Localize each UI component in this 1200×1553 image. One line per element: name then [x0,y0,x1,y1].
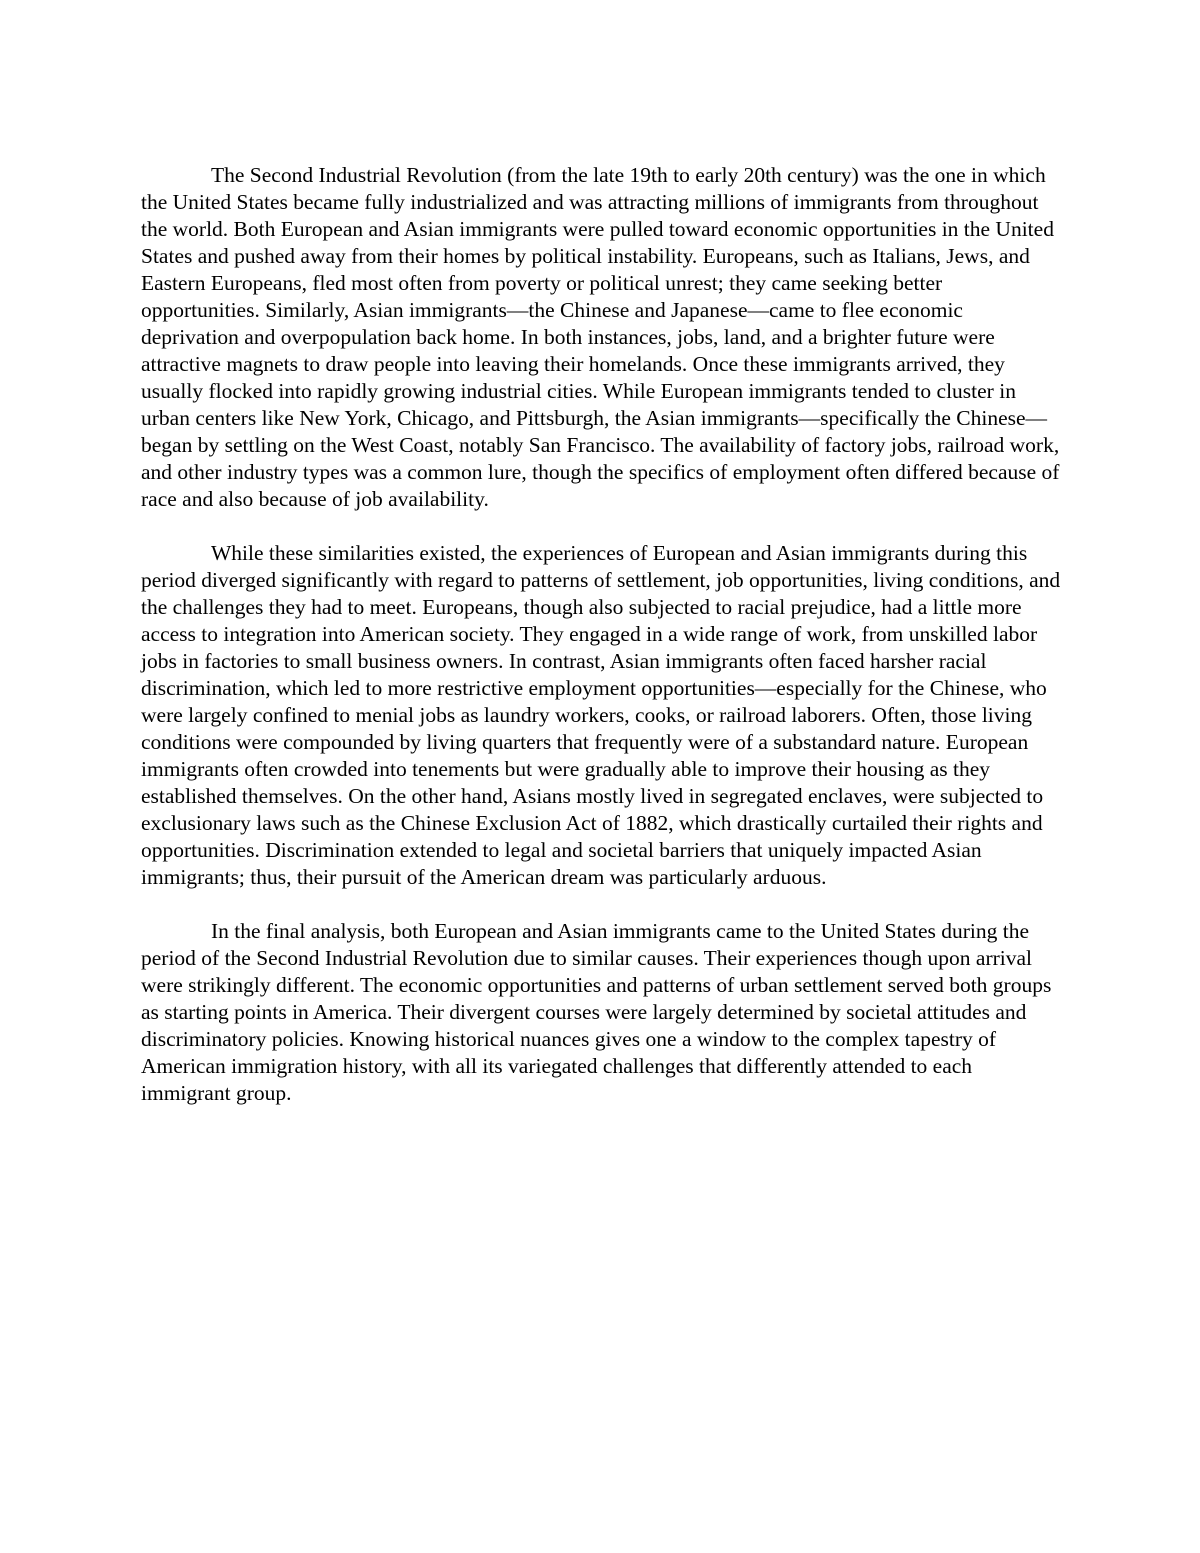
paragraph-3: In the final analysis, both European and Asian immigrants came to the United States during the period of the Second Industrial Revolution due to similar causes. Their experiences though upon arrival were strikingly different. The economic opportunities and patterns of urban settlement served both groups as starting points in America. Their divergent courses were largely determined by societal attitudes and discriminatory policies. Knowing historical nuances gives one a window to the complex tapestry of American immigration history, with all its variegated challenges that differently attended to each immigrant group. [141,919,1052,1105]
essay-body [141,162,1061,1134]
paragraph-1: The Second Industrial Revolution (from the late 19th to early 20th century) was the one in which the United States became fully industrialized and was attracting millions of immigrants from throughout the world. Both European and Asian immigrants were pulled toward economic opportunities in the United States and pushed away from their homes by political instability. Europeans, such as Italians, Jews, and Eastern Europeans, fled most often from poverty or political unrest; they came seeking better opportunities. Similarly, Asian immigrants—the Chinese and Japanese—came to flee economic deprivation and overpopulation back home. In both instances, jobs, land, and a brighter future were attractive magnets to draw people into leaving their homelands. Once these immigrants arrived, they usually flocked into rapidly growing industrial cities. While European immigrants tended to cluster in urban centers like New York, Chicago, and Pittsburgh, the Asian immigrants—specifically the Chinese—began by settling on the West Coast, notably San Francisco. The availability of factory jobs, railroad work, and other industry types was a common lure, though the specifics of employment often differed because of race and also because of job availability. [141,163,1060,511]
paragraph-2: While these similarities existed, the experiences of European and Asian immigrants during this period diverged significantly with regard to patterns of settlement, job opportunities, living conditions, and the challenges they had to meet. Europeans, though also subjected to racial prejudice, had a little more access to integration into American society. They engaged in a wide range of work, from unskilled labor jobs in factories to small business owners. In contrast, Asian immigrants often faced harsher racial discrimination, which led to more restrictive employment opportunities—especially for the Chinese, who were largely confined to menial jobs as laundry workers, cooks, or railroad laborers. Often, those living conditions were compounded by living quarters that frequently were of a substandard nature. European immigrants often crowded into tenements but were gradually able to improve their housing as they established themselves. On the other hand, Asians mostly lived in segregated enclaves, were subjected to exclusionary laws such as the Chinese Exclusion Act of 1882, which drastically curtailed their rights and opportunities. Discrimination extended to legal and societal barriers that uniquely impacted Asian immigrants; thus, their pursuit of the American dream was particularly arduous. [141,541,1061,889]
